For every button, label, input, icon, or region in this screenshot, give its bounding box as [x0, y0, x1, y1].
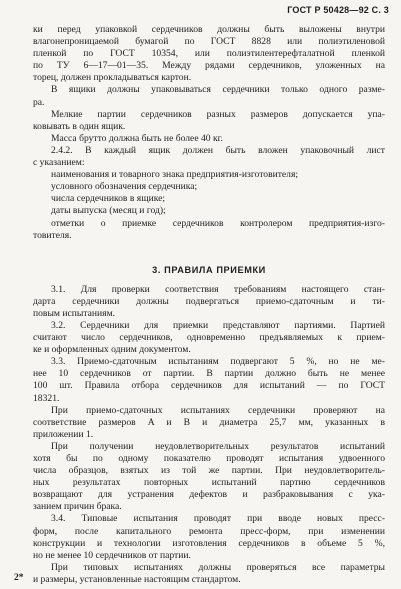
text-line: ковывать в один ящик.: [33, 120, 126, 132]
page-header: ГОСТ Р 50428—92 С. 3: [287, 5, 389, 15]
text-line: 2.4.2. В каждый ящик должен быть вложен упаковочный лист: [51, 144, 385, 156]
text-line: 3.1. Для проверки соответствия требованиям настоящего стан-: [51, 283, 385, 295]
text-line: по ТУ 6—17—01—35. Между рядами сердечников, уложенных на: [33, 60, 385, 72]
text-line: конструкции и технологии изготовления сердечников в объеме 5 %,: [33, 537, 385, 549]
text-line: При типовых испытаниях должны проверяться все параметры: [51, 561, 385, 573]
text-line: приложении 1.: [33, 428, 94, 440]
text-line: форм, после капитального ремонта пресс-форм, при изменении: [33, 525, 385, 537]
text-line: При приемо-сдаточных испытаниях сердечники проверяют на: [51, 404, 385, 416]
text-line: В ящики должны упаковываться сердечники только одного разме-: [51, 84, 385, 96]
text-line: ке и оформленных одним документом.: [33, 344, 191, 356]
text-line: занием причин брака.: [33, 501, 122, 513]
text-line: влагонепроницаемой бумагой по ГОСТ 8828 или полиэтиленовой: [33, 36, 385, 48]
text-line: торец, должен прокладываться картон.: [33, 72, 192, 84]
text-line: повым испытаниям.: [33, 307, 116, 319]
text-line: нее 10 сердечников от партии. В партии должно быть не менее: [33, 368, 385, 380]
text-line: товителя.: [33, 229, 72, 241]
text-line: 100 шт. Правила отбора сердечников для испытаний — по ГОСТ: [33, 380, 385, 392]
text-line: считают число сердечников, одновременно предъявляемых к прием-: [33, 332, 385, 344]
text-line: числа образцов, взятых из той же партии. При неудовлетворитель-: [33, 465, 385, 477]
text-line: наименования и товарного знака предприятия-изготовителя;: [51, 169, 299, 181]
text-line: условного обозначения сердечника;: [51, 181, 198, 193]
text-line: ра.: [33, 96, 45, 108]
text-line: 18321.: [33, 392, 60, 404]
text-line: При получении неудовлетворительных результатов испытаний: [51, 440, 385, 452]
text-line: ки перед упаковкой сердечников должны быть выложены внутри: [33, 24, 385, 35]
text-line: ных результатах повторных испытаний партию сердечников: [33, 477, 385, 489]
text-line: пленкой по ГОСТ 10354, или полиэтилентерефталатной пленкой: [33, 48, 385, 60]
text-line: с указанием:: [33, 157, 85, 169]
text-line: числа сердечников в ящике;: [51, 193, 166, 205]
text-line: 3.4. Типовые испытания проводят при вводе новых пресс-: [51, 513, 385, 525]
text-line: отметки о приемке сердечников контролером предприятия-изго-: [51, 217, 385, 229]
section-heading: 3. ПРАВИЛА ПРИЕМКИ: [152, 264, 266, 275]
text-line: но не менее 10 сердечников от партии.: [33, 549, 191, 561]
text-line: Масса брутто должна быть не более 40 кг.: [51, 132, 223, 144]
document-body: [33, 24, 385, 586]
page-footer-mark: 2*: [14, 572, 24, 583]
text-line: возвращают для устранения дефектов и разбраковывания с ука-: [33, 489, 385, 501]
text-line: даты выпуска (месяц и год);: [51, 205, 166, 217]
text-line: 3.2. Сердечники для приемки представляют партиями. Партией: [51, 319, 385, 331]
text-line: 3.3. Приемо-сдаточным испытаниям подвергают 5 %, но не ме-: [51, 356, 385, 368]
text-line: соответствие размеров A и B и диаметра 25,7 мм, указанных в: [33, 416, 385, 428]
text-line: хотя бы по одному показателю проводят испытания удвоенного: [33, 453, 385, 464]
spacer: [33, 242, 385, 262]
text-line: и размеры, установленные настоящим стандартом.: [33, 573, 241, 585]
text-line: дарта сердечники должны подвергаться приемо-сдаточным и ти-: [33, 295, 385, 307]
text-line: Мелкие партии сердечников разных размеров допускается упа-: [51, 108, 385, 120]
